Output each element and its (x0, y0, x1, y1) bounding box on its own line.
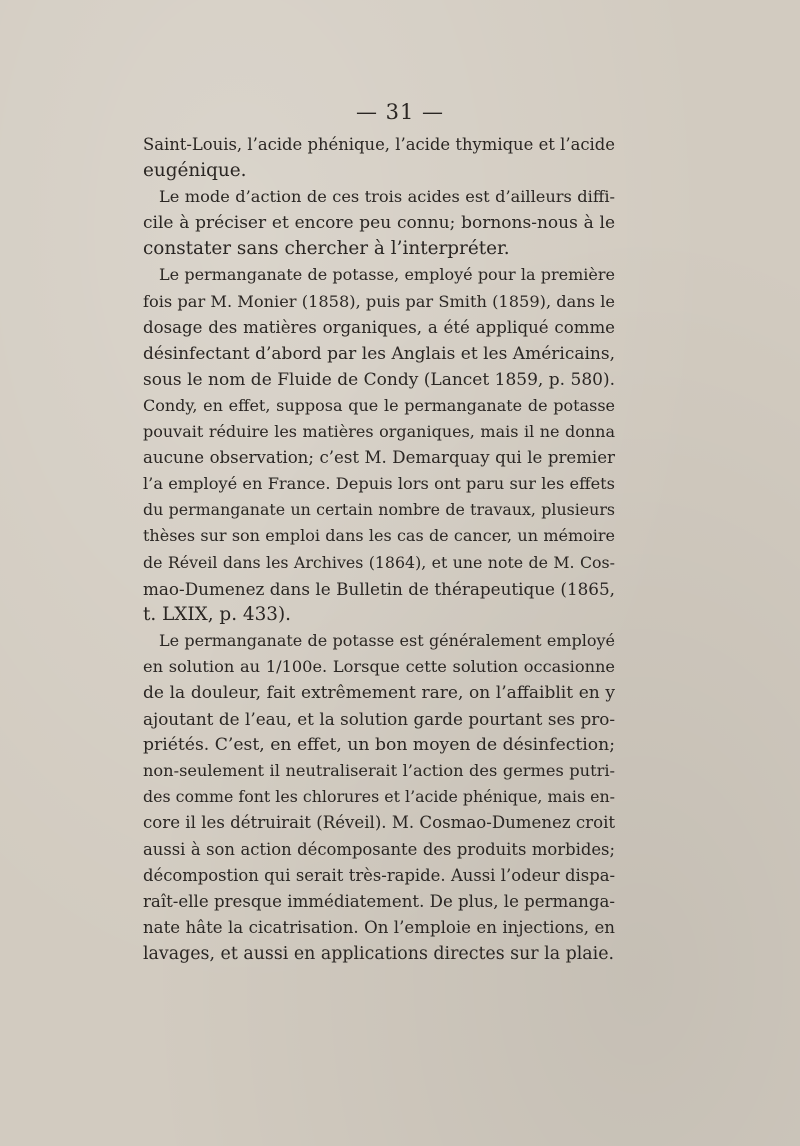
text-line: eugénique. (143, 160, 247, 182)
paragraph-2 (143, 184, 615, 262)
text-line: Condy, en effet, supposa que le permanganate de potasse (143, 395, 615, 415)
text-line: aussi à son action décomposante des produits morbides; (143, 839, 615, 859)
paragraph-3 (143, 262, 615, 627)
text-line: de Réveil dans les Archives (1864), et une note de M. Cos- (143, 552, 615, 572)
paragraph-1 (143, 132, 615, 184)
text-line: Le mode d’action de ces trois acides est d’ailleurs diffi- (159, 187, 615, 207)
text-line: t. LXIX, p. 433). (143, 603, 292, 625)
body-text (143, 132, 615, 967)
text-line: lavages, et aussi en applications directes sur la plaie. (143, 943, 615, 964)
text-line: nate hâte la cicatrisation. On l’emploie en injections, en (143, 917, 615, 937)
text-line: cile à préciser et encore peu connu; bornons-nous à le (143, 213, 615, 234)
text-line: Saint-Louis, l’acide phénique, l’acide thymique et l’acide (143, 135, 615, 154)
text-line: thèses sur son emploi dans les cas de cancer, un mémoire (143, 526, 615, 546)
text-line: core il les détruirait (Réveil). M. Cosmao-Dumenez croit (143, 813, 616, 833)
text-line: de la douleur, fait extrêmement rare, on l’affaiblit en y (143, 682, 615, 703)
text-line: dosage des matières organiques, a été appliqué comme (143, 317, 615, 337)
text-line: en solution au 1/100e. Lorsque cette solution occasionne (143, 656, 615, 676)
text-line: du permanganate un certain nombre de travaux, plusieurs (143, 500, 615, 520)
text-line: ajoutant de l’eau, et la solution garde pourtant ses pro- (143, 709, 615, 730)
text-line: sous le nom de Fluide de Condy (Lancet 1859, p. 580). (143, 369, 615, 390)
text-line: constater sans chercher à l’interpréter. (143, 238, 510, 260)
text-line: aucune observation; c’est M. Demarquay qui le premier (143, 448, 615, 468)
paragraph-4 (143, 628, 615, 967)
text-line: désinfectant d’abord par les Anglais et les Américains, (143, 343, 615, 364)
text-line: fois par M. Monier (1858), puis par Smith (1859), dans le (143, 291, 615, 311)
text-line: Le permanganate de potasse, employé pour la première (159, 265, 615, 285)
text-line: mao-Dumenez dans le Bulletin de thérapeutique (1865, (143, 578, 615, 599)
text-line: raît-elle presque immédiatement. De plus, le permanga- (143, 891, 615, 911)
text-line: des comme font les chlorures et l’acide phénique, mais en- (143, 787, 615, 807)
text-line: non-seulement il neutraliserait l’action des germes putri- (143, 761, 615, 781)
text-line: pouvait réduire les matières organiques, mais il ne donna (143, 422, 615, 442)
text-line: décompostion qui serait très-rapide. Aussi l’odeur dispa- (143, 865, 615, 885)
text-line: priétés. C’est, en effet, un bon moyen de désinfection; (143, 735, 615, 756)
text-line: Le permanganate de potasse est généralement employé (159, 630, 615, 650)
page-number: — 31 — (355, 100, 445, 124)
text-line: l’a employé en France. Depuis lors ont paru sur les effets (143, 474, 615, 494)
